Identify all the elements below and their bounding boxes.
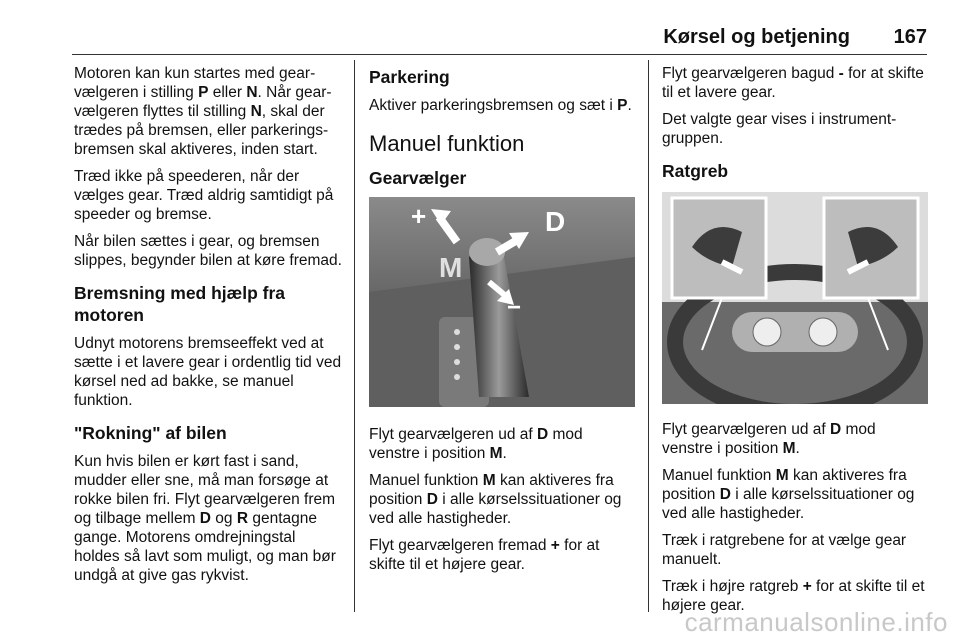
paragraph-paddle-move-to-m: Flyt gearvælgeren ud af D mod venstre i position M. bbox=[662, 421, 876, 457]
figure-label-minus: − bbox=[507, 294, 522, 321]
steering-paddles-illustration bbox=[662, 192, 928, 404]
column-divider-2 bbox=[648, 60, 649, 612]
paragraph-shift-up: Flyt gearvælgeren fremad + for at skifte til et højere gear. bbox=[369, 537, 600, 573]
paragraph-gear-display: Det valgte gear vises i instrument-gruppen. bbox=[662, 111, 897, 147]
paragraph-shift-down: Flyt gearvælgeren bagud - for at skifte til et lavere gear. bbox=[662, 65, 924, 101]
gear-selector-illustration bbox=[369, 197, 635, 407]
figure-label-plus: + bbox=[411, 201, 427, 231]
paragraph-right-paddle: Træk i højre ratgreb + for at skifte til et højere gear. bbox=[662, 578, 925, 614]
steering-wheel-drawing bbox=[662, 192, 928, 404]
heading-manual-mode: Manuel funktion bbox=[369, 131, 525, 156]
heading-gear-selector: Gearvælger bbox=[369, 168, 467, 188]
column-divider-1 bbox=[354, 60, 355, 612]
column-3 bbox=[662, 64, 928, 623]
paragraph-creep: Når bilen sættes i gear, og bremsen slippes, begynder bilen at køre fremad. bbox=[74, 233, 342, 269]
heading-engine-braking: Bremsning med hjælp fra motoren bbox=[74, 283, 286, 325]
paragraph-paddle-manual-from-d: Manuel funktion M kan aktiveres fra position D i alle kørselssituationer og ved alle hastigheder. bbox=[662, 467, 915, 522]
paragraph-pull-paddles: Træk i ratgrebene for at vælge gear manuelt. bbox=[662, 532, 907, 568]
header-rule bbox=[72, 54, 927, 55]
section-title: Kørsel og betjening bbox=[663, 26, 850, 48]
paragraph-manual-from-d: Manuel funktion M kan aktiveres fra position D i alle kørselssituationer og ved alle hastigheder. bbox=[369, 472, 622, 527]
heading-parking: Parkering bbox=[369, 67, 450, 87]
heading-rocking: "Rokning" af bilen bbox=[74, 423, 227, 443]
paragraph-engine-braking: Udnyt motorens bremseeffekt ved at sætte i et lavere gear i ordentlig tid ved kørsel ned ad bakke, se manuel funktion. bbox=[74, 335, 342, 409]
paragraph-start-conditions: Motoren kan kun startes med gear-vælgeren i stilling P eller N. Når gear-vælgeren flyttes til stilling N, skal der trædes på bremsen, eller parkerings-bremsen skal aktiveres, inden start. bbox=[74, 65, 332, 158]
paragraph-parking: Aktiver parkeringsbremsen og sæt i P. bbox=[369, 97, 632, 114]
paragraph-rocking: Kun hvis bilen er kørt fast i sand, mudder eller sne, må man forsøge at rokke bilen fri. Flyt gearvælgeren frem og tilbage mellem D og R gentagne gange. Motorens omdrejningstal holdes så lavt som muligt, og man bør undgå at give gas rykvist. bbox=[74, 453, 336, 584]
column-2 bbox=[369, 64, 635, 582]
gear-selector-drawing bbox=[369, 197, 635, 407]
heading-paddles: Ratgreb bbox=[662, 161, 729, 181]
page-header bbox=[0, 0, 960, 58]
paragraph-no-throttle: Træd ikke på speederen, når der vælges gear. Træd aldrig samtidigt på speeder og bremse. bbox=[74, 168, 334, 223]
watermark: carmanualsonline.info bbox=[684, 607, 948, 637]
paragraph-move-to-m: Flyt gearvælgeren ud af D mod venstre i position M. bbox=[369, 426, 583, 462]
figure-label-m: M bbox=[439, 252, 463, 283]
figure-label-d: D bbox=[545, 206, 566, 237]
page-number: 167 bbox=[893, 26, 927, 48]
column-1 bbox=[74, 64, 344, 593]
